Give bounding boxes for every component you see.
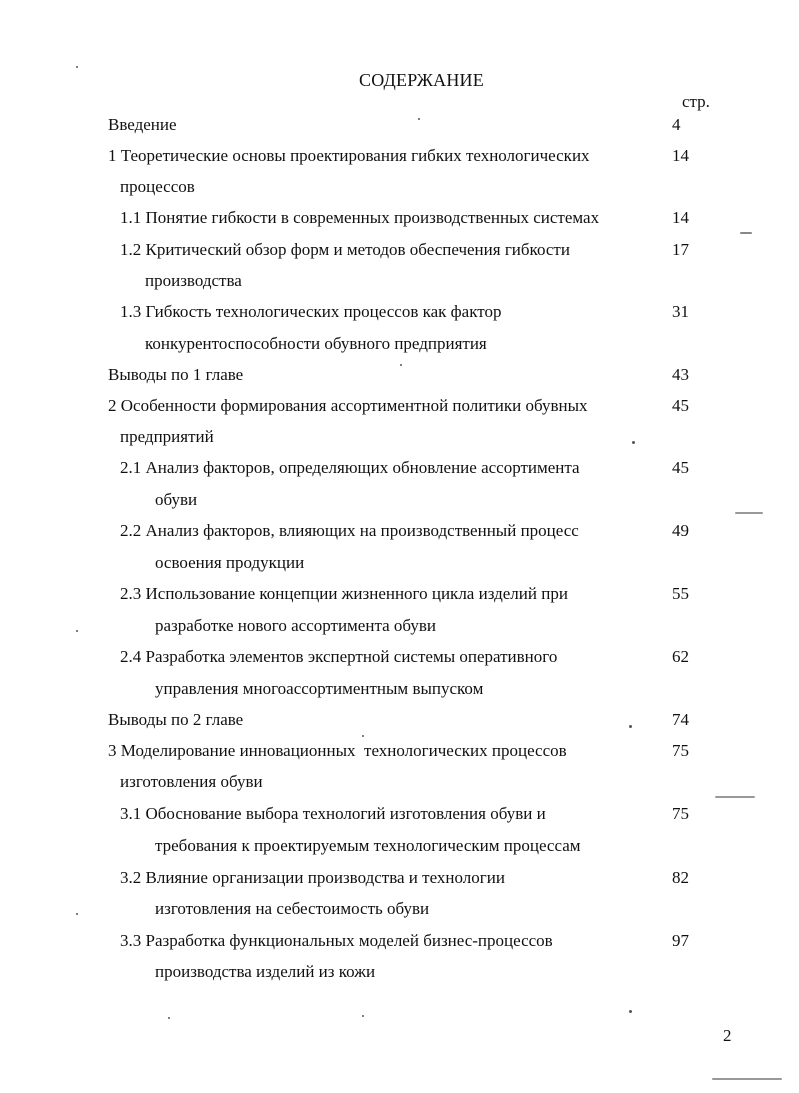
toc-entry-text: разработке нового ассортимента обуви [155,616,436,635]
toc-entry-text: производства [145,271,242,290]
scan-speck [712,1078,782,1080]
toc-entry [0,518,799,544]
toc-entry [0,928,799,954]
toc-entry [0,205,799,231]
toc-entry-text: 2 Особенности формирования ассортиментной политики обувных [108,396,588,415]
toc-entry [0,707,799,733]
toc-entry-text: 2.1 Анализ факторов, определяющих обновление ассортимента [120,458,580,477]
toc-entry [0,393,799,419]
toc-entry-continuation [0,613,799,639]
toc-entry [0,865,799,891]
toc-entry-page: 31 [672,302,689,321]
toc-entry-continuation [0,487,799,513]
scan-speck [418,118,420,120]
toc-entry-text: 2.2 Анализ факторов, влияющих на производственный процесс [120,521,579,540]
toc-entry [0,299,799,325]
toc-entry-continuation [0,833,799,859]
toc-entry [0,801,799,827]
scan-speck [362,1015,364,1017]
toc-entry-page: 55 [672,584,689,603]
toc-entry-continuation [0,959,799,985]
scan-speck [629,1010,632,1013]
toc-entry-page: 43 [672,365,689,384]
scan-speck [362,735,364,737]
toc-entry-text: 3.1 Обоснование выбора технологий изготовления обуви и [120,804,546,823]
toc-entry-text: Выводы по 1 главе [108,365,244,384]
scan-speck [715,796,755,798]
toc-entry-continuation [0,268,799,294]
page-title: СОДЕРЖАНИЕ [359,70,484,90]
toc-entry-text: требования к проектируемым технологическим процессам [155,836,581,855]
toc-entry-continuation [0,174,799,200]
toc-entry-page: 75 [672,741,689,760]
toc-entry-text: 2.4 Разработка элементов экспертной системы оперативного [120,647,558,666]
toc-entry [0,455,799,481]
toc-entry [0,143,799,169]
toc-entry-text: 2.3 Использование концепции жизненного цикла изделий при [120,584,568,603]
toc-entry-continuation [0,331,799,357]
toc-entry [0,362,799,388]
toc-entry-text: Выводы по 2 главе [108,710,244,729]
toc-entry-text: управления многоассортиментным выпуском [155,679,484,698]
toc-entry-text: обуви [155,490,198,509]
scan-speck [76,66,78,68]
toc-entry-page: 14 [672,146,689,165]
scan-speck [629,725,632,728]
toc-entry-text: освоения продукции [155,553,305,572]
scan-speck [735,512,763,514]
toc-entry-text: 3 Моделирование инновационных технологических процессов [108,741,567,760]
toc-entry-text: 1.1 Понятие гибкости в современных производственных системах [120,208,600,227]
toc-entry-text: 1.3 Гибкость технологических процессов как фактор [120,302,502,321]
toc-entry [0,581,799,607]
toc-entry-text: 3.3 Разработка функциональных моделей бизнес-процессов [120,931,553,950]
toc-entry-text: изготовления на себестоимость обуви [155,899,430,918]
toc-entry-continuation [0,424,799,450]
toc-entry-page: 82 [672,868,689,887]
scan-speck [740,232,752,234]
toc-entry-continuation [0,769,799,795]
toc-entry-page: 14 [672,208,689,227]
toc-entry-text: 1.2 Критический обзор форм и методов обеспечения гибкости [120,240,570,259]
toc-entry-page: 62 [672,647,689,666]
toc-entry-page: 17 [672,240,689,259]
toc-entry-text: предприятий [120,427,214,446]
scan-speck [400,364,402,366]
toc-entry-text: Введение [108,115,177,134]
toc-entry-text: 3.2 Влияние организации производства и технологии [120,868,505,887]
toc-entry-page: 45 [672,396,689,415]
toc-entry-page: 45 [672,458,689,477]
toc-entry-page: 75 [672,804,689,823]
toc-entry-page: 97 [672,931,689,950]
scan-speck [632,441,635,444]
toc-entry-text: изготовления обуви [120,772,263,791]
toc-entry-text: процессов [120,177,195,196]
toc-entry-text: конкурентоспособности обувного предприятия [145,334,487,353]
page-number: 2 [723,1026,732,1045]
toc-entry-page: 4 [672,115,681,134]
toc-entry-text: производства изделий из кожи [155,962,376,981]
toc-entry-page: 74 [672,710,689,729]
toc-entry [0,644,799,670]
scan-speck [76,630,78,632]
toc-entry-continuation [0,896,799,922]
toc-entry [0,237,799,263]
scan-speck [168,1017,170,1019]
toc-entry [0,738,799,764]
page-column-label: стр. [682,92,710,111]
toc-entry-text: 1 Теоретические основы проектирования гибких технологических [108,146,590,165]
toc-entry-continuation [0,676,799,702]
toc-entry-page: 49 [672,521,689,540]
toc-entry-continuation [0,550,799,576]
scan-speck [76,913,78,915]
toc-entry [0,112,799,138]
